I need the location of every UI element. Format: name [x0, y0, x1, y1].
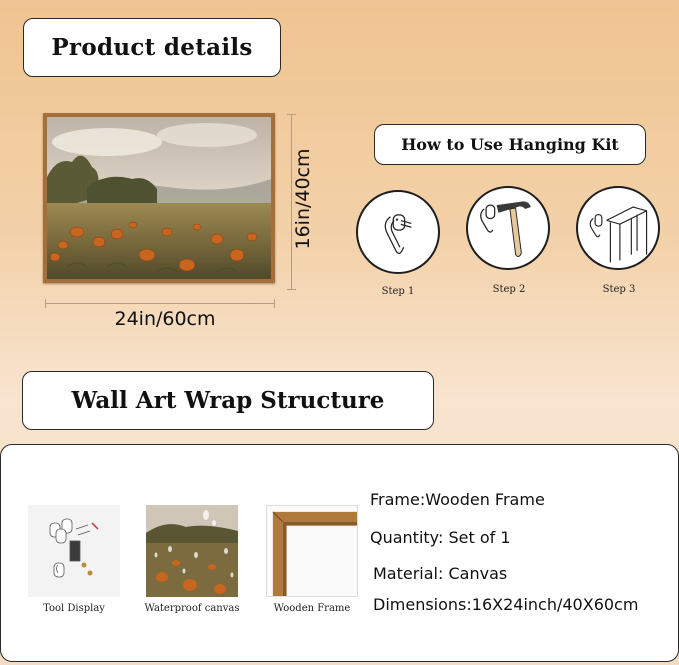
width-label: 24in/60cm — [114, 308, 216, 330]
hammer-hook-icon — [468, 188, 548, 268]
wrap-structure-heading: Wall Art Wrap Structure — [22, 371, 434, 430]
frame-corner-icon — [267, 506, 357, 596]
step-2-label: Step 2 — [492, 284, 526, 295]
step-3-label: Step 3 — [602, 284, 636, 295]
wooden-frame-thumbnail — [266, 505, 358, 597]
hang-frame-icon — [578, 188, 658, 268]
canvas-water-drops-icon — [146, 505, 238, 597]
width-dimension-line — [45, 303, 275, 304]
tool-display-thumbnail — [28, 505, 120, 597]
spec-material: Material: Canvas — [373, 564, 508, 583]
wooden-frame-label: Wooden Frame — [273, 603, 351, 614]
wall-hook-icon — [358, 192, 438, 272]
waterproof-canvas-label: Waterproof canvas — [144, 603, 240, 614]
pumpkin-field-painting — [47, 117, 271, 279]
step-2-circle — [466, 186, 550, 270]
hanging-tools-icon — [28, 505, 120, 597]
waterproof-canvas-thumbnail — [146, 505, 238, 597]
tool-display-label: Tool Display — [43, 603, 105, 614]
spec-frame: Frame:Wooden Frame — [370, 490, 545, 509]
step-3-circle — [576, 186, 660, 270]
spec-dimensions: Dimensions:16X24inch/40X60cm — [373, 595, 639, 614]
spec-quantity: Quantity: Set of 1 — [370, 528, 511, 547]
step-1-circle — [356, 190, 440, 274]
step-1-label: Step 1 — [381, 286, 415, 297]
hanging-kit-heading: How to Use Hanging Kit — [374, 124, 646, 165]
height-label: 16in/40cm — [292, 148, 314, 250]
framed-painting — [43, 113, 275, 283]
product-details-heading: Product details — [23, 18, 281, 77]
